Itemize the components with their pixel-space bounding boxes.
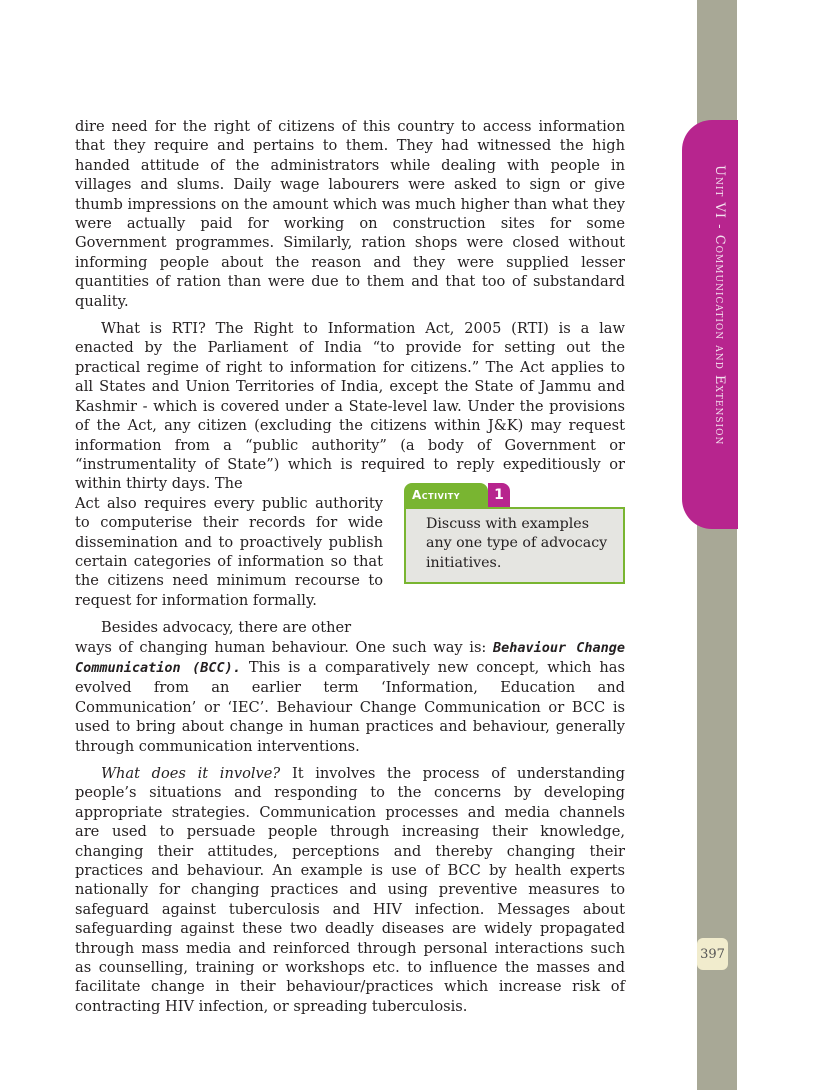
bcc-term: Behaviour Change Communication (BCC). [75, 639, 626, 676]
bcc-text: This is a comparatively new concept, which has evolved from an earlier term ‘Information, Education and Communication’ or ‘IEC’. Behaviour Change Communication or BCC is used to bring about change in human practices and behaviour, generally through communication interventions. [75, 658, 625, 755]
activity-label: Activity [404, 483, 488, 507]
paragraph-what-does-it-involve [75, 764, 625, 1016]
page-number: 397 [697, 938, 728, 970]
paragraph-bcc-intro: Besides advocacy, there are other [101, 619, 352, 637]
activity-number: 1 [488, 483, 510, 507]
paragraph-bcc [75, 638, 625, 756]
involve-text: It involves the process of understanding people’s situations and responding to the concerns by developing appropriate strategies. Communication processes and media channels are used to persuade people through increasing their knowledge, changing their attitudes, perceptions and thereby changing their practices and behaviour. An example is use of BCC by health experts nationally for changing practices and using preventive measures to safeguard against tuberculosis and HIV infection. Messages about safeguarding against these two deadly diseases are widely propagated through mass media and reinforced through personal interactions such as counselling, training or workshops etc. to influence the masses and facilitate change in their behaviour/practices which increase risk of contracting HIV infection, or spreading tuberculosis. [75, 765, 626, 1015]
paragraph-rti-need: dire need for the right of citizens of this country to access information that they require and pertains to them. They had witnessed the high handed attitude of the administrators while dealing with people in villages and slums. Daily wage labourers were asked to sign or give thumb impressions on the amount which was much higher than what they were actually paid for working on construction sites for some Government programmes. Similarly, ration shops were closed without informing people about the reason and they were supplied lesser quantities of ration than were due to them and that too of substandard quality. [75, 118, 625, 310]
rti-text: What is RTI? The Right to Information Act, 2005 (RTI) is a law enacted by the Parliament of India “to provide for setting out the practical regime of right to information for citizens.” The Act applies to all States and Union Territories of India, except the State of Jammu and Kashmir - which is covered under a State-level law. Under the provisions of the Act, any citizen (excluding the citizens within J&K) may request information from a “public authority” (a body of Government or “instrumentality of State”) which is required to reply expeditiously or within thirty days. The [75, 320, 625, 493]
paragraph-what-is-rti [75, 319, 625, 494]
involve-question: What does it involve? [101, 765, 281, 782]
activity-text: Discuss with examples any one type of advocacy initiatives. [404, 507, 625, 584]
bcc-lead: ways of changing human behaviour. One such way is: [75, 638, 487, 656]
unit-label: Unit VI - Communication and Extension [712, 165, 727, 446]
paragraph-rti-continued: Act also requires every public authority to computerise their records for wide dissemination and to proactively publish certain categories of information so that the citizens need minimum recourse to request for information formally. [75, 494, 383, 609]
activity-box [404, 483, 625, 584]
